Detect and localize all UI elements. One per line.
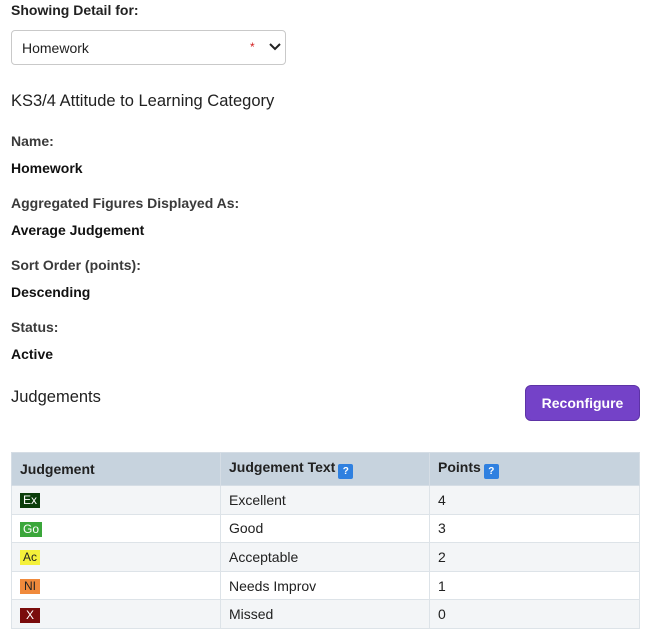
sort-order-label: Sort Order (points): bbox=[11, 257, 141, 273]
category-select-value: Homework bbox=[22, 40, 89, 56]
judgement-cell bbox=[12, 543, 221, 572]
judgement-chip: Ex bbox=[20, 493, 40, 508]
chevron-down-icon bbox=[268, 39, 282, 53]
points-cell: 3 bbox=[430, 514, 640, 543]
table-row bbox=[12, 514, 640, 543]
category-select[interactable] bbox=[11, 30, 286, 65]
sort-order-value: Descending bbox=[11, 284, 91, 300]
table-header-row bbox=[12, 453, 640, 486]
points-cell: 1 bbox=[430, 571, 640, 600]
aggregated-label: Aggregated Figures Displayed As: bbox=[11, 195, 240, 211]
help-icon[interactable]: ? bbox=[338, 464, 353, 479]
judgements-title: Judgements bbox=[11, 388, 101, 406]
required-marker: * bbox=[250, 40, 255, 54]
help-icon[interactable]: ? bbox=[484, 464, 499, 479]
judgement-chip: Ac bbox=[20, 550, 40, 565]
showing-detail-label: Showing Detail for: bbox=[11, 2, 139, 18]
judgement-cell bbox=[12, 486, 221, 515]
status-value: Active bbox=[11, 346, 54, 362]
col-header-judgement-text-label: Judgement Text bbox=[229, 459, 336, 475]
judgement-chip: Go bbox=[20, 522, 42, 537]
judgement-text-cell: Acceptable bbox=[221, 543, 430, 572]
table-row bbox=[12, 600, 640, 629]
aggregated-value: Average Judgement bbox=[11, 222, 145, 238]
judgement-cell bbox=[12, 571, 221, 600]
category-title: KS3/4 Attitude to Learning Category bbox=[11, 92, 275, 110]
points-cell: 2 bbox=[430, 543, 640, 572]
reconfigure-button[interactable]: Reconfigure bbox=[525, 385, 640, 421]
status-label: Status: bbox=[11, 319, 59, 335]
judgement-text-cell: Missed bbox=[221, 600, 430, 629]
judgement-cell bbox=[12, 514, 221, 543]
judgement-text-cell: Good bbox=[221, 514, 430, 543]
col-header-judgement-label: Judgement bbox=[20, 461, 95, 477]
table-row bbox=[12, 486, 640, 515]
judgement-cell bbox=[12, 600, 221, 629]
col-header-judgement-text[interactable] bbox=[221, 453, 430, 486]
col-header-points-label: Points bbox=[438, 459, 481, 475]
judgement-chip: X bbox=[20, 608, 40, 623]
table-row bbox=[12, 571, 640, 600]
judgement-text-cell: Needs Improv bbox=[221, 571, 430, 600]
name-label: Name: bbox=[11, 133, 54, 149]
table-row bbox=[12, 543, 640, 572]
col-header-points[interactable] bbox=[430, 453, 640, 486]
points-cell: 4 bbox=[430, 486, 640, 515]
points-cell: 0 bbox=[430, 600, 640, 629]
name-value: Homework bbox=[11, 160, 83, 176]
col-header-judgement[interactable] bbox=[12, 453, 221, 486]
judgement-text-cell: Excellent bbox=[221, 486, 430, 515]
judgement-chip: NI bbox=[20, 579, 40, 594]
judgements-table bbox=[11, 452, 640, 629]
